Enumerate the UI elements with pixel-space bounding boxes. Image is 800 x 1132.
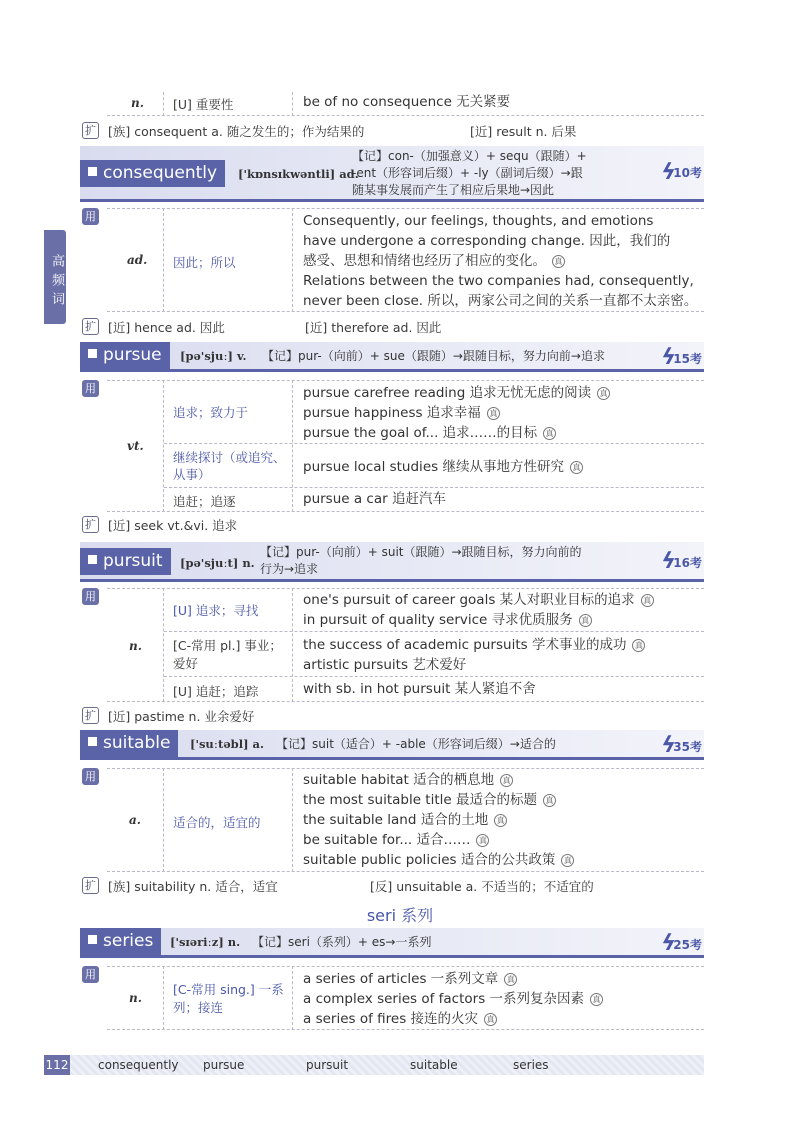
consequently-sense-row [107, 208, 704, 312]
memory-note: 【记】con-（加强意义）+ sequ（跟随）+ -ent（形容词后缀）+ -ly（副词后缀）→跟 随某事发展而产生了相应后果地→因此 [352, 149, 587, 197]
lightning-icon: ϟ [658, 549, 679, 574]
example-text: one's pursuit of career goals 某人对职业目标的追求 [303, 592, 635, 608]
exam-mark-icon: 真 [570, 461, 583, 474]
lightning-icon: ϟ [658, 733, 679, 758]
example-list [303, 770, 574, 870]
example-text: have undergone a corresponding change. 因此，我们的 [303, 233, 671, 249]
phonetic: ['suːtəbl] a. [190, 737, 264, 751]
pos-label: n. [129, 639, 142, 653]
example-text: be suitable for... 适合…… [303, 832, 471, 848]
sense-meaning: 继续探讨（或追究、从事） [173, 450, 286, 482]
example-text: suitable habitat 适合的栖息地 [303, 772, 495, 788]
example-text: Relations between the two companies had, consequently, [303, 273, 694, 289]
usage-tag-icon: 用 [82, 966, 99, 983]
example-text: artistic pursuits 艺术爱好 [303, 657, 467, 673]
example-text: pursue carefree reading 追求无忧无虑的阅读 [303, 385, 592, 401]
extend-tag-icon: 扩 [82, 318, 99, 335]
headword: pursuit [80, 548, 171, 575]
usage-tag-icon: 用 [82, 208, 99, 225]
example-list [303, 590, 654, 630]
page-number: 112 [44, 1055, 70, 1075]
lightning-icon: ϟ [658, 160, 679, 185]
exam-count: 10考 [673, 166, 702, 180]
exam-mark-icon: 真 [476, 834, 489, 847]
exam-mark-icon: 真 [543, 794, 556, 807]
example-text: pursue the goal of... 追求……的目标 [303, 425, 538, 441]
extend-near: [近] seek vt.&vi. 追求 [108, 518, 238, 533]
section-side-tab: 高频词 [44, 230, 66, 324]
example-list [303, 383, 610, 443]
extend-near: [近] therefore ad. 因此 [305, 320, 442, 335]
sense-meaning: [U] 追赶；追踪 [173, 684, 259, 699]
example-text: the suitable land 适合的土地 [303, 812, 489, 828]
pursuit-sense-table [107, 588, 704, 702]
exam-count: 35考 [673, 740, 702, 754]
exam-mark-icon: 真 [487, 407, 500, 420]
extend-tag-icon: 扩 [82, 122, 99, 139]
exam-mark-icon: 真 [597, 387, 610, 400]
phonetic: ['kɒnsɪkwəntli] ad. [238, 167, 359, 181]
footer-word: pursue [203, 1058, 245, 1072]
usage-tag-icon: 用 [82, 768, 99, 785]
exam-mark-icon: 真 [543, 427, 556, 440]
entry-header-suitable [80, 730, 704, 760]
example-text: suitable public policies 适合的公共政策 [303, 852, 556, 868]
entry-header-pursuit [80, 542, 704, 582]
pos-label: ad. [127, 253, 148, 267]
example-text: pursue local studies 继续从事地方性研究 [303, 459, 564, 475]
memory-note: 【记】suit（适合）+ -able（形容词后缀）→适合的 [276, 737, 556, 751]
headword: pursue [80, 342, 170, 369]
exam-mark-icon: 真 [484, 1013, 497, 1026]
lightning-icon: ϟ [658, 931, 679, 956]
headword: series [80, 928, 161, 955]
exam-mark-icon: 真 [552, 255, 565, 268]
footer-word: pursuit [306, 1058, 349, 1072]
extend-near: [近] pastime n. 业余爱好 [108, 709, 255, 724]
entry-header-pursue [80, 342, 704, 372]
example-text: be of no consequence 无关紧要 [303, 94, 511, 110]
pos-label: a. [129, 813, 141, 827]
memory-note: 【记】seri（系列）+ es→一系列 [252, 935, 432, 949]
pos-label: vt. [127, 439, 144, 453]
memory-note: 【记】pur-（向前）+ suit（跟随）→跟随目标，努力向前的 行为→追求 [260, 545, 582, 576]
extend-antonym: [反] unsuitable a. 不适当的；不适宜的 [370, 879, 594, 894]
footer-word: series [513, 1058, 549, 1072]
suitable-sense-row [107, 768, 704, 872]
series-sense-row [107, 966, 704, 1030]
consequence-row [107, 92, 704, 116]
extend-family: [族] suitability n. 适合，适宜 [108, 879, 278, 894]
exam-mark-icon: 真 [500, 774, 513, 787]
sense-meaning: 追赶；追逐 [173, 494, 236, 509]
sense-meaning: [U] 重要性 [173, 97, 234, 112]
usage-tag-icon: 用 [82, 380, 99, 397]
exam-count: 15考 [673, 352, 702, 366]
example-text: never been close. 所以，两家公司之间的关系一直都不太亲密。 [303, 293, 698, 309]
example-text: a series of fires 接连的火灾 [303, 1011, 479, 1027]
example-text: the most suitable title 最适合的标题 [303, 792, 537, 808]
footer-word: suitable [410, 1058, 458, 1072]
extend-tag-icon: 扩 [82, 516, 99, 533]
sense-meaning: 适合的，适宜的 [173, 815, 261, 830]
entry-header-consequently [80, 146, 704, 202]
phonetic: [pə'sjuːt] n. [180, 556, 255, 570]
example-text: pursue happiness 追求幸福 [303, 405, 481, 421]
example-text: pursue a car 追赶汽车 [303, 491, 446, 507]
lightning-icon: ϟ [658, 345, 679, 370]
exam-mark-icon: 真 [504, 973, 517, 986]
pos-label: n. [131, 96, 144, 110]
sense-meaning: 追求；致力于 [173, 405, 249, 420]
extend-family: [族] consequent a. 随之发生的；作为结果的 [108, 124, 365, 139]
memory-note: 【记】pur-（向前）+ sue（跟随）→跟随目标，努力向前→追求 [262, 349, 605, 363]
pursue-sense-table [107, 380, 704, 512]
extend-tag-icon: 扩 [82, 707, 99, 724]
example-text: a series of articles 一系列文章 [303, 971, 499, 987]
exam-count: 25考 [673, 938, 702, 952]
exam-mark-icon: 真 [561, 854, 574, 867]
example-text: in pursuit of quality service 寻求优质服务 [303, 612, 573, 628]
sense-meaning: [C-常用 sing.] 一系列；接连 [173, 982, 284, 1015]
example-text: 感受、思想和情绪也经历了相应的变化。 真 [303, 251, 703, 271]
exam-mark-icon: 真 [494, 814, 507, 827]
example-text: Consequently, our feelings, thoughts, and emotions [303, 213, 654, 229]
entry-header-series [80, 928, 704, 958]
section-heading: seri 系列 [366, 906, 434, 925]
exam-mark-icon: 真 [579, 614, 592, 627]
headword: suitable [80, 730, 178, 757]
usage-tag-icon: 用 [82, 588, 99, 605]
extend-near: [近] hence ad. 因此 [108, 320, 225, 335]
exam-count: 16考 [673, 556, 702, 570]
sense-meaning: [U] 追求；寻找 [173, 603, 259, 618]
extend-tag-icon: 扩 [82, 877, 99, 894]
example-text: the success of academic pursuits 学术事业的成功 [303, 637, 627, 653]
footer-word: consequently [98, 1058, 179, 1072]
exam-mark-icon: 真 [641, 594, 654, 607]
exam-mark-icon: 真 [590, 993, 603, 1006]
example-list [303, 969, 603, 1029]
extend-near: [近] result n. 后果 [470, 124, 577, 139]
example-text: a complex series of factors 一系列复杂因素 [303, 991, 585, 1007]
sense-meaning: [C-常用 pl.] 事业；爱好 [173, 638, 282, 671]
example-list [303, 211, 703, 311]
pos-label: n. [129, 991, 142, 1005]
exam-mark-icon: 真 [632, 639, 645, 652]
phonetic: [pə'sjuː] v. [180, 349, 247, 363]
example-list [303, 635, 645, 675]
example-text: with sb. in hot pursuit 某人紧追不舍 [303, 681, 536, 697]
headword: consequently [80, 160, 225, 187]
phonetic: ['sɪəriːz] n. [170, 935, 241, 949]
sense-meaning: 因此；所以 [173, 255, 236, 270]
